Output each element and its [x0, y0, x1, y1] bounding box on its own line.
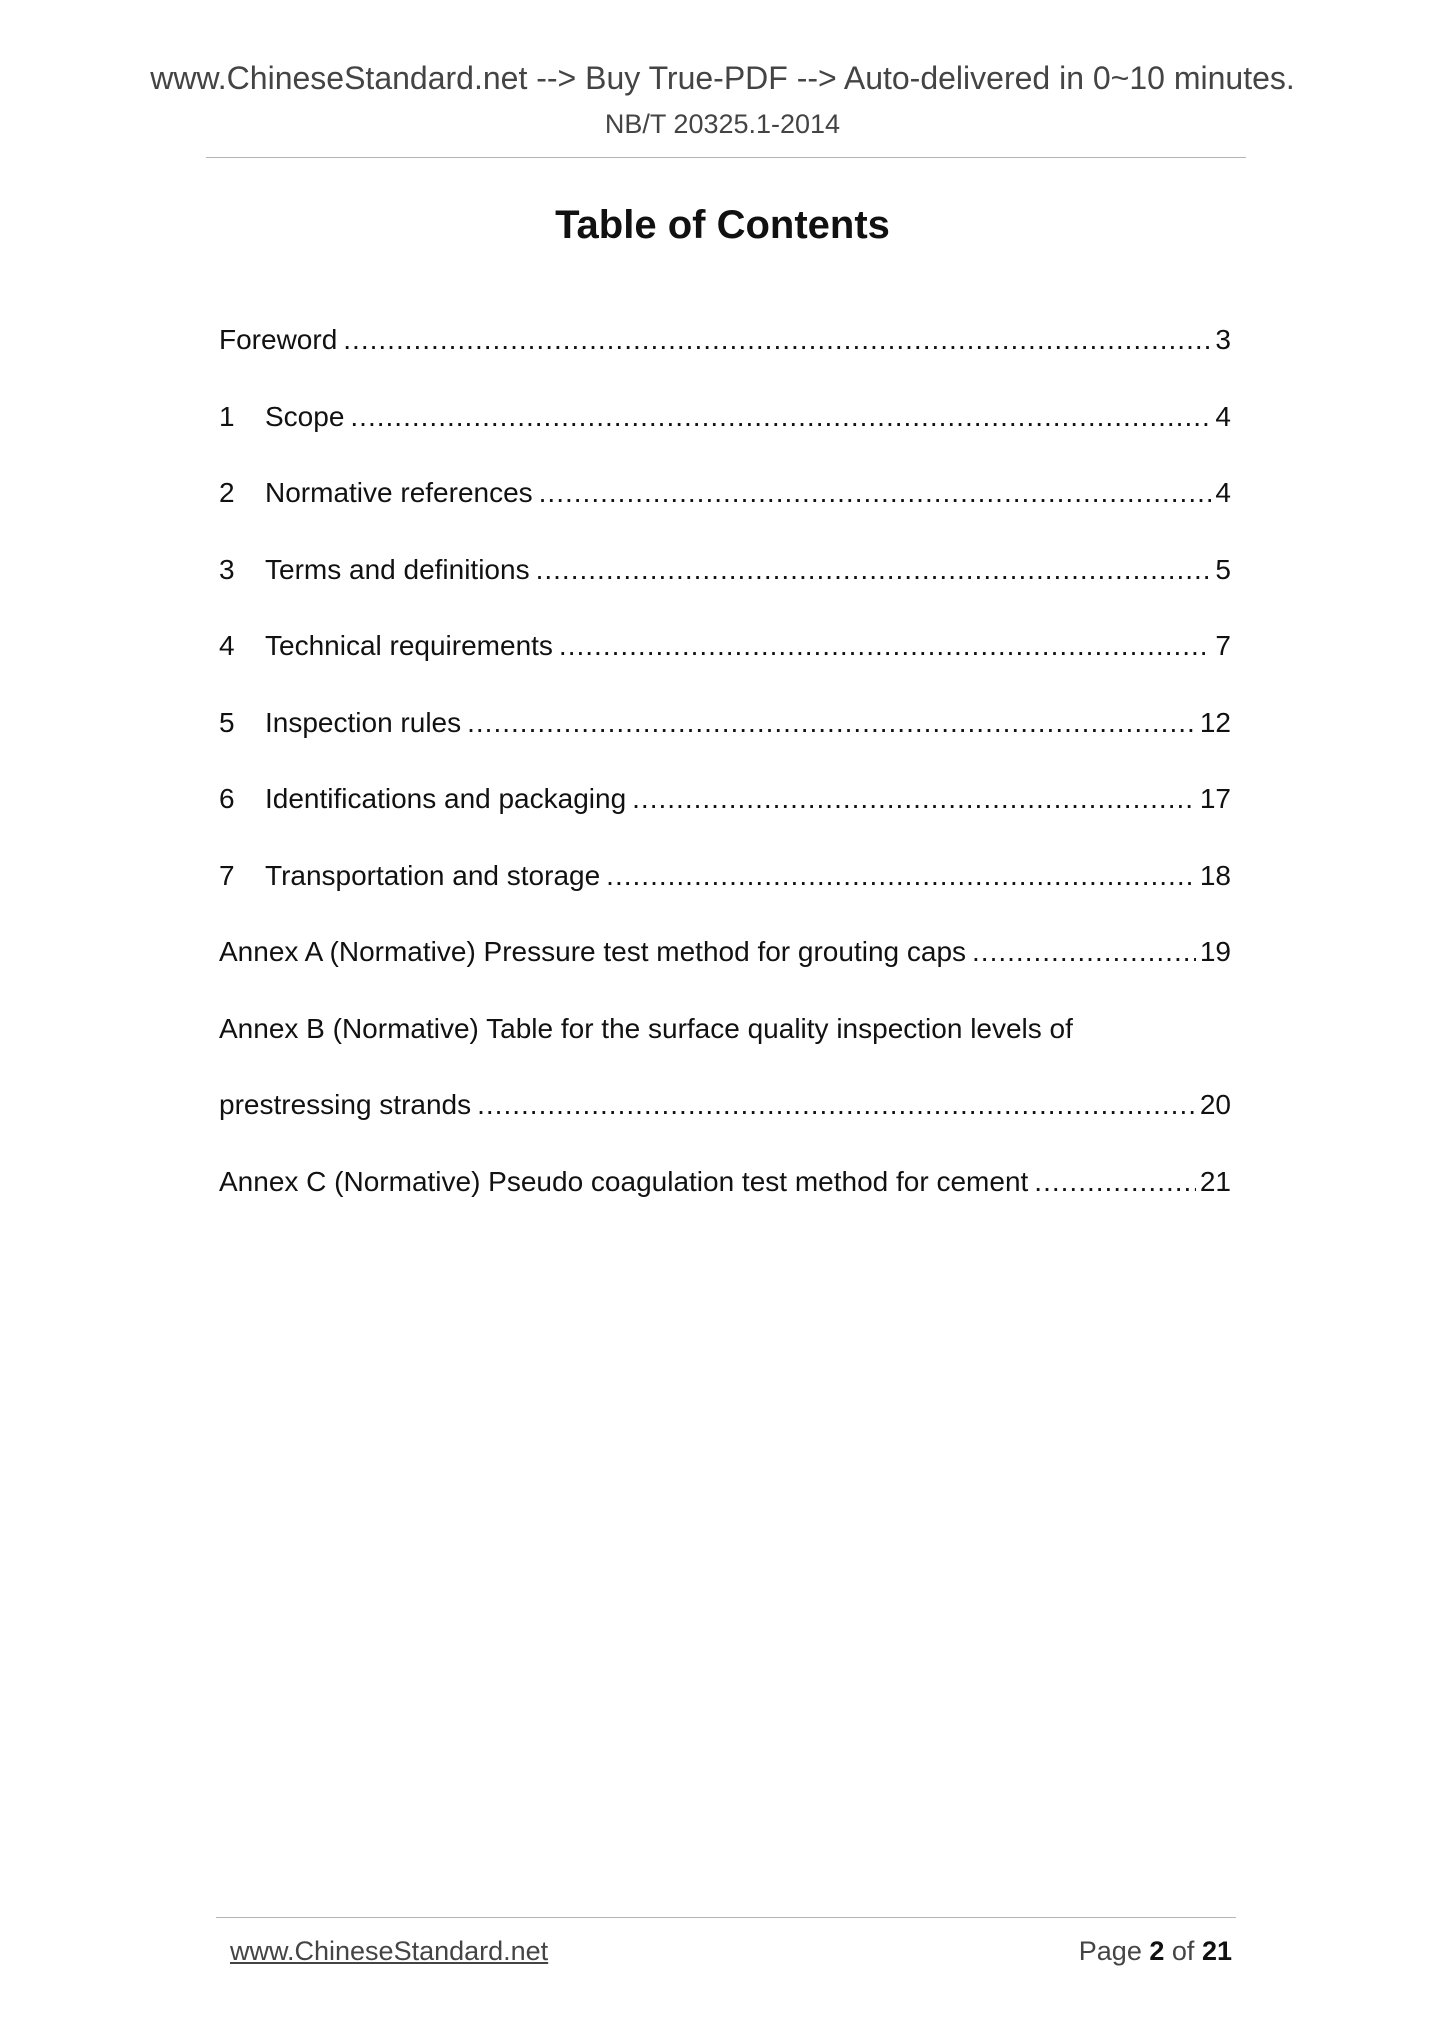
footer-website-link[interactable]: www.ChineseStandard.net: [230, 1936, 549, 1966]
toc-entry-annex-b[interactable]: [219, 1007, 1231, 1084]
toc-leader-dots: [632, 777, 1196, 821]
toc-page-number: 4: [1215, 400, 1231, 432]
page-prefix: Page: [1078, 1936, 1142, 1966]
toc-page-number: 3: [1215, 324, 1231, 355]
toc-section-number: 4: [219, 630, 235, 661]
toc-entry-inspection-rules[interactable]: [219, 701, 1231, 778]
toc-page-number: 21: [1199, 1165, 1231, 1197]
toc-leader-dots: [606, 854, 1196, 898]
toc-entry-text: Annex A (Normative) Pressure test method for grouting caps: [219, 936, 967, 967]
toc-entry-text: Inspection rules: [265, 706, 462, 738]
toc-page-number: 20: [1199, 1089, 1231, 1120]
total-pages: 21: [1201, 1936, 1232, 1966]
toc-leader-dots: [559, 624, 1212, 668]
toc-entry-text: Normative references: [265, 477, 533, 508]
toc-entry-text: Annex B (Normative) Table for the surface quality inspection levels of: [219, 1012, 1073, 1044]
toc-entry-text: Technical requirements: [265, 630, 553, 661]
toc-entry-annex-c[interactable]: [219, 1160, 1231, 1237]
toc-entry-transportation-storage[interactable]: [219, 854, 1231, 931]
toc-leader-dots: [536, 548, 1212, 592]
page-indicator: [1079, 1934, 1232, 1968]
toc-entry-annex-a[interactable]: [219, 930, 1231, 1007]
toc-entry-text: Terms and definitions: [265, 553, 530, 585]
current-page-number: 2: [1149, 1936, 1165, 1966]
toc-section-number: 2: [219, 477, 235, 508]
toc-entry-technical-requirements[interactable]: [219, 624, 1231, 701]
toc-page-number: 19: [1199, 936, 1231, 967]
toc-page-number: 18: [1199, 859, 1231, 891]
toc-leader-dots: [539, 471, 1212, 515]
toc-leader-dots: [350, 395, 1211, 439]
toc-leader-dots: [343, 318, 1211, 362]
toc-entry-text: Transportation and storage: [265, 859, 601, 891]
toc-page-number: 7: [1215, 630, 1231, 661]
page-of: of: [1171, 1936, 1195, 1966]
toc-leader-dots: [972, 930, 1196, 974]
standard-code: NB/T 20325.1-2014: [604, 109, 841, 139]
toc-page-number: 4: [1215, 477, 1231, 508]
header-divider: [206, 157, 1246, 158]
footer-divider: [216, 1917, 1236, 1918]
toc-entry-text: Scope: [265, 400, 345, 432]
toc-leader-dots: [1034, 1160, 1196, 1204]
toc-list: [219, 318, 1231, 1236]
toc-page-number: 12: [1199, 706, 1231, 738]
toc-section-number: 3: [219, 553, 235, 585]
toc-entry-text: Annex C (Normative) Pseudo coagulation test method for cement: [219, 1165, 1029, 1197]
toc-entry-annex-b-continued[interactable]: [219, 1083, 1231, 1160]
toc-section-number: 6: [219, 783, 235, 814]
toc-page-number: 17: [1199, 783, 1231, 814]
toc-entry-normative-references[interactable]: [219, 471, 1231, 548]
toc-section-number: 7: [219, 859, 235, 891]
toc-entry-scope[interactable]: [219, 395, 1231, 472]
toc-entry-text-continued: prestressing strands: [219, 1089, 472, 1120]
page-title: Table of Contents: [555, 203, 890, 247]
toc-leader-dots: [477, 1083, 1196, 1127]
toc-entry-foreword[interactable]: [219, 318, 1231, 395]
toc-entry-text: Identifications and packaging: [265, 783, 627, 814]
toc-entry-terms-definitions[interactable]: [219, 548, 1231, 625]
toc-entry-identifications-packaging[interactable]: [219, 777, 1231, 854]
toc-page-number: 5: [1215, 553, 1231, 585]
toc-section-number: 5: [219, 706, 235, 738]
toc-leader-dots: [467, 701, 1196, 745]
toc-entry-text: Foreword: [219, 324, 338, 355]
toc-section-number: 1: [219, 400, 235, 432]
header-banner: www.ChineseStandard.net --> Buy True-PDF --> Auto-delivered in 0~10 minutes.: [150, 60, 1295, 96]
